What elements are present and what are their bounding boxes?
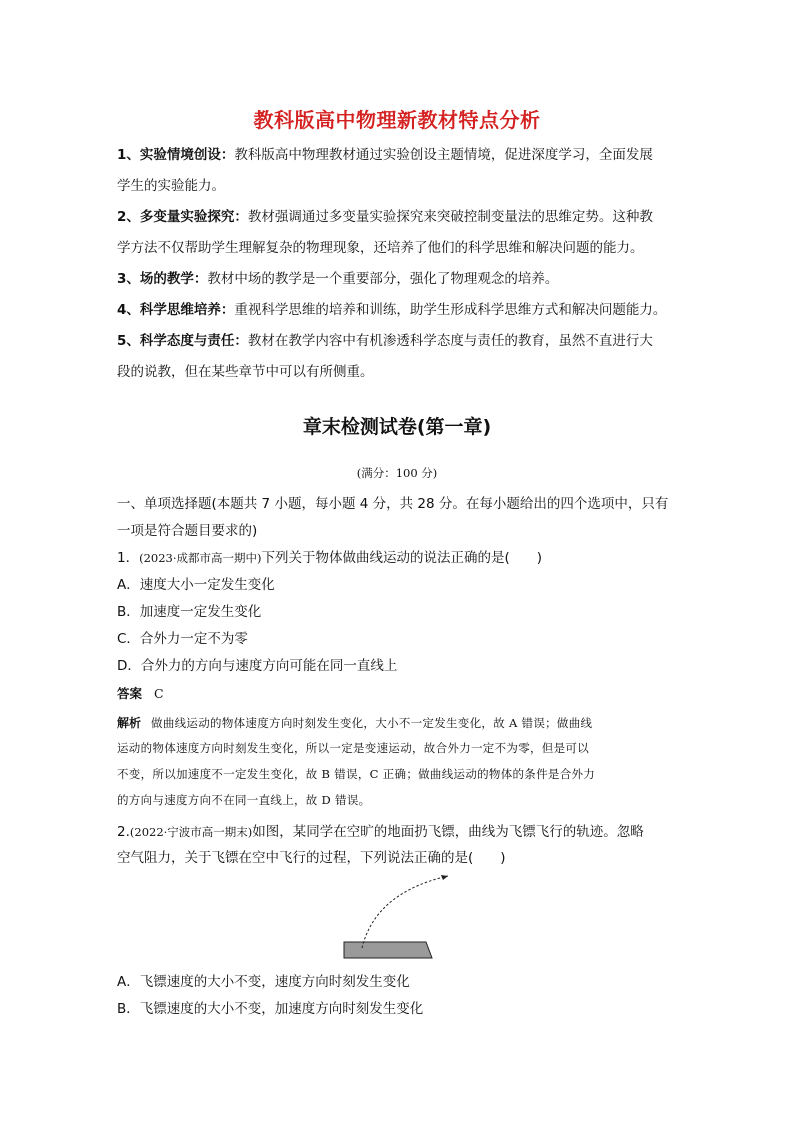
intro-item-5 <box>117 326 683 388</box>
intro-item-label: 2、多变量实验探究： <box>117 209 248 225</box>
dart-trajectory-figure <box>340 870 450 962</box>
section-heading-line-2: 一项是符合题目要求的) <box>117 523 258 539</box>
q2-option-b: B．飞镖速度的大小不变，加速度方向时刻发生变化 <box>117 1001 424 1017</box>
intro-item-label: 3、场的教学： <box>117 271 208 287</box>
analysis-line-2: 运动的物体速度方向时刻发生变化，所以一定是变速运动，故合外力一定不为零，但是可以 <box>117 741 589 755</box>
trajectory-curve <box>362 876 448 948</box>
intro-item-continuation: 学生的实验能力。 <box>117 178 225 194</box>
intro-item-1 <box>117 140 683 202</box>
intro-item-continuation: 段的说教，但在某些章节中可以有所侧重。 <box>117 364 374 380</box>
question-text: 如图，某同学在空旷的地面扔飞镖，曲线为飞镖飞行的轨迹。忽略 <box>252 824 644 840</box>
option-b: B．加速度一定发生变化 <box>117 604 262 620</box>
answer-label: 答案 <box>117 686 143 701</box>
full-score: (满分：100 分) <box>356 466 438 480</box>
answer-value: C <box>154 686 164 701</box>
exam-title: 章末检测试卷(第一章) <box>302 416 492 438</box>
analysis-line-1 <box>117 714 592 731</box>
question-number: 2. <box>117 824 130 840</box>
intro-item-text: 教科版高中物理教材通过实验创设主题情境，促进深度学习，全面发展 <box>234 147 653 163</box>
intro-item-label: 5、科学态度与责任： <box>117 333 248 349</box>
question-2-stem-line-1 <box>117 820 644 840</box>
intro-item-continuation: 学方法不仅帮助学生理解复杂的物理现象，还培养了他们的科学思维和解决问题的能力。 <box>117 240 644 256</box>
option-d: D．合外力的方向与速度方向可能在同一直线上 <box>117 658 398 674</box>
intro-item-2 <box>117 202 683 264</box>
analysis-line-4: 的方向与速度方向不在同一直线上，故 D 错误。 <box>117 793 371 807</box>
intro-item-text: 教材在教学内容中有机渗透科学态度与责任的教育，虽然不直进行大 <box>247 333 653 349</box>
q2-option-a: A．飞镖速度的大小不变，速度方向时刻发生变化 <box>117 974 410 990</box>
question-number: 1． <box>117 550 140 566</box>
option-c: C．合外力一定不为零 <box>117 631 248 647</box>
question-source: (2022·宁波市高一期末) <box>129 825 253 839</box>
question-source: (2023·成都市高一期中) <box>139 551 262 565</box>
section-heading-line-1: 一、单项选择题(本题共 7 小题，每小题 4 分，共 28 分。在每小题给出的四个选项中，只有 <box>117 496 669 512</box>
intro-item-text: 重视科学思维的培养和训练，助学生形成科学思维方式和解决问题能力。 <box>234 302 667 318</box>
intro-item-label: 1、实验情境创设： <box>117 147 235 163</box>
ground-platform <box>344 942 432 958</box>
option-a: A．速度大小一定发生变化 <box>117 577 275 593</box>
intro-item-3 <box>117 264 683 295</box>
intro-item-label: 4、科学思维培养： <box>117 302 235 318</box>
answer-line <box>117 684 164 702</box>
analysis-label: 解析 <box>117 716 142 730</box>
analysis-line-3: 不变，所以加速度不一定发生变化，故 B 错误，C 正确；做曲线运动的物体的条件是合外力 <box>117 767 596 781</box>
intro-item-text: 教材强调通过多变量实验探究来突破控制变量法的思维定势。这种教 <box>247 209 653 225</box>
analysis-text: 做曲线运动的物体速度方向时刻发生变化，大小不一定发生变化，故 A 错误；做曲线 <box>151 716 593 730</box>
question-2-stem-line-2: 空气阻力，关于飞镖在空中飞行的过程，下列说法正确的是( ) <box>117 850 506 866</box>
question-1-stem <box>117 546 542 566</box>
intro-item-text: 教材中场的教学是一个重要部分，强化了物理观念的培养。 <box>207 271 559 287</box>
document-title: 教科版高中物理新教材特点分析 <box>253 108 541 132</box>
intro-item-4 <box>117 295 683 326</box>
question-text: 下列关于物体做曲线运动的说法正确的是( ) <box>261 550 543 566</box>
